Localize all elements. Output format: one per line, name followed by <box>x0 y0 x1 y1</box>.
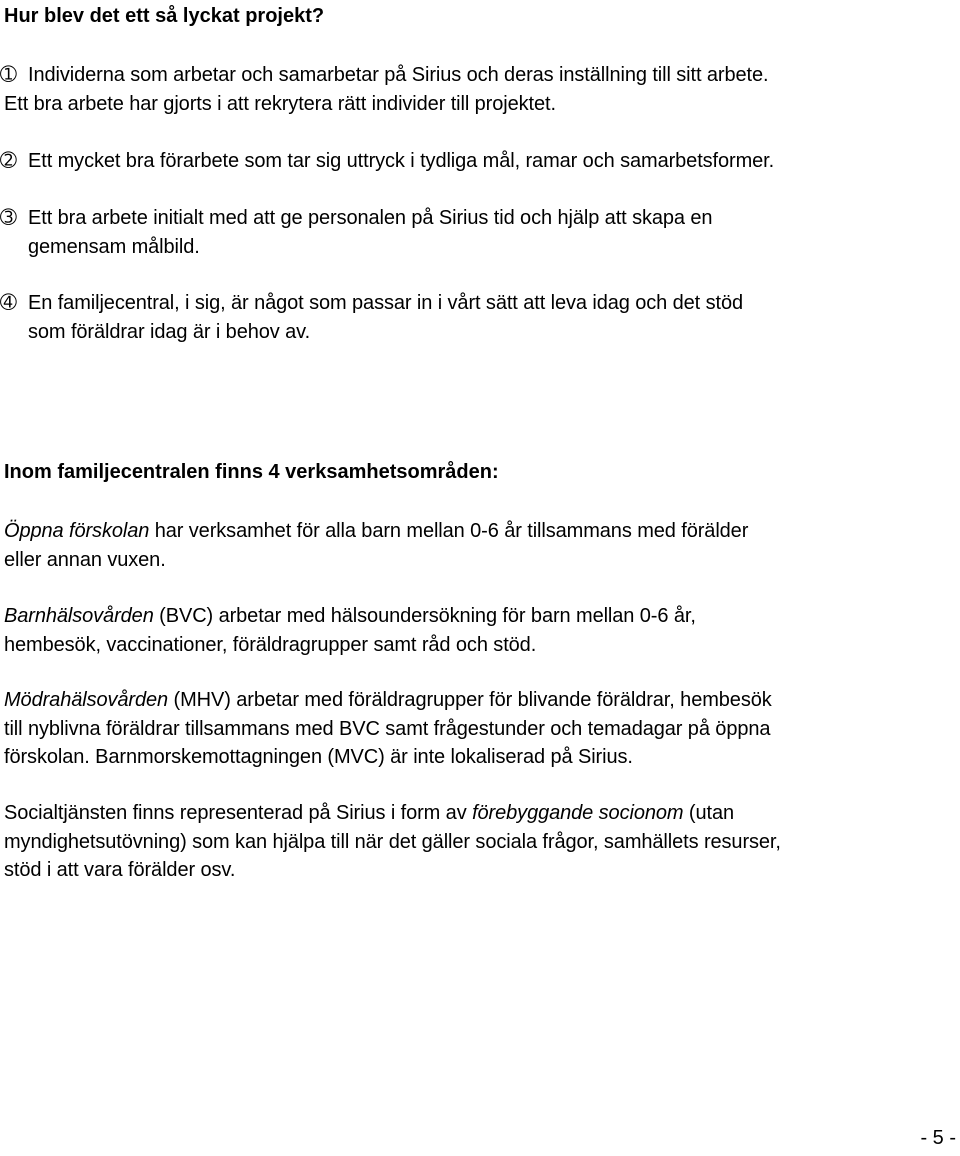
success-item-2 <box>0 147 948 176</box>
item-text-line: som föräldrar idag är i behov av. <box>28 320 311 343</box>
area-paragraph-modrahalsovarden <box>4 686 944 772</box>
paragraph-line <box>4 686 944 715</box>
success-item-3 <box>0 204 948 261</box>
paragraph-line <box>4 602 944 631</box>
success-item-4 <box>0 289 948 346</box>
paragraph-text: har verksamhet för alla barn mellan 0-6 år tillsammans med förälder <box>149 520 749 542</box>
area-term: förebyggande socionom <box>472 802 684 824</box>
area-term: Mödrahälsovården <box>4 689 169 711</box>
item-number: ➀ <box>0 64 17 86</box>
item-text-line: gemensam målbild. <box>28 235 200 258</box>
paragraph-text: (BVC) arbetar med hälsoundersökning för barn mellan 0-6 år, <box>153 605 696 627</box>
area-term: Öppna förskolan <box>4 520 150 542</box>
paragraph-line: stöd i att vara förälder osv. <box>4 859 236 881</box>
paragraph-line: förskolan. Barnmorskemottagningen (MVC) är inte lokaliserad på Sirius. <box>4 746 633 768</box>
item-number: ➃ <box>0 292 17 314</box>
paragraph-text: (utan <box>683 802 735 824</box>
item-text-line: Ett mycket bra förarbete som tar sig uttryck i tydliga mål, ramar och samarbetsformer. <box>28 150 775 172</box>
item-text-line: Individerna som arbetar och samarbetar på Sirius och deras inställning till sitt arbete. <box>28 64 769 86</box>
success-item-1 <box>0 61 948 118</box>
area-term: Barnhälsovården <box>4 605 154 627</box>
item-text-line: Ett bra arbete har gjorts i att rekrytera rätt individer till projektet. <box>4 92 556 115</box>
area-paragraph-socialtjansten <box>4 799 944 885</box>
paragraph-line <box>4 517 944 546</box>
paragraph-line: myndighetsutövning) som kan hjälpa till när det gäller sociala frågor, samhällets resurser, <box>4 830 781 853</box>
area-paragraph-barnhalsovarden <box>4 602 944 659</box>
page-number: - 5 - <box>920 1127 956 1149</box>
item-text-line: Ett bra arbete initialt med att ge personalen på Sirius tid och hjälp att skapa en <box>28 207 713 229</box>
item-number: ➂ <box>0 207 17 229</box>
paragraph-line: eller annan vuxen. <box>4 548 166 571</box>
paragraph-text: Socialtjänsten finns representerad på Sirius i form av <box>4 802 473 824</box>
paragraph-line: till nyblivna föräldrar tillsammans med BVC samt frågestunder och temadagar på öppna <box>4 717 771 740</box>
section-heading-success: Hur blev det ett så lyckat projekt? <box>4 5 325 27</box>
section-heading-areas: Inom familjecentralen finns 4 verksamhetsområden: <box>4 461 499 483</box>
paragraph-line <box>4 799 944 828</box>
paragraph-line: hembesök, vaccinationer, föräldragrupper samt råd och stöd. <box>4 633 537 656</box>
item-text-line: En familjecentral, i sig, är något som passar in i vårt sätt att leva idag och det stöd <box>28 292 743 314</box>
area-paragraph-oppna-forskolan <box>4 517 944 574</box>
item-number: ➁ <box>0 150 17 172</box>
paragraph-text: (MHV) arbetar med föräldragrupper för blivande föräldrar, hembesök <box>168 689 772 711</box>
